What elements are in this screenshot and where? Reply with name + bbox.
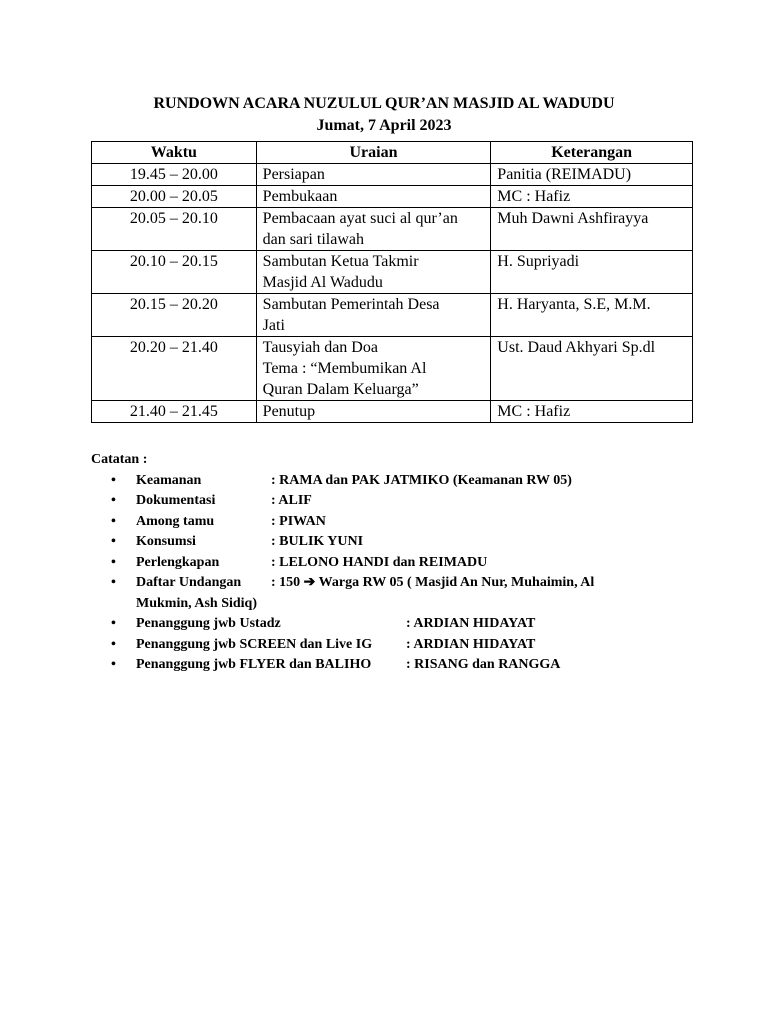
bullet-icon: • [111, 472, 116, 488]
bullet-icon: • [111, 493, 116, 508]
note-value: : ARDIAN HIDAYAT [406, 616, 536, 631]
note-label: Perlengkapan [136, 554, 220, 570]
desc-line: Quran Dalam Keluarga” [262, 381, 419, 398]
list-item [91, 553, 711, 574]
note-cell: H. Haryanta, S.E, M.M. [491, 294, 693, 337]
time-cell: 20.15 – 20.20 [92, 294, 257, 337]
desc-line: Tema : “Membumikan Al [262, 360, 427, 377]
notes-list [91, 471, 711, 676]
table-row [92, 164, 693, 186]
table-row [92, 186, 693, 208]
note-label: Penanggung jwb FLYER dan BALIHO [136, 657, 372, 672]
table-row [92, 251, 693, 294]
bullet-icon: • [111, 534, 116, 549]
note-value: : RAMA dan PAK JATMIKO (Keamanan RW 05) [271, 472, 572, 488]
desc-line: Pembukaan [262, 188, 338, 205]
list-item [91, 512, 711, 533]
table-row [92, 208, 693, 251]
desc-line: Sambutan Pemerintah Desa [262, 296, 440, 313]
note-cell: Ust. Daud Akhyari Sp.dl [491, 337, 693, 401]
list-item [91, 532, 711, 553]
desc-cell [256, 186, 491, 208]
note-label: Penanggung jwb Ustadz [136, 616, 281, 631]
time-cell: 21.40 – 21.45 [92, 401, 257, 423]
time-cell: 20.00 – 20.05 [92, 186, 257, 208]
note-cell: MC : Hafiz [491, 186, 693, 208]
desc-cell [256, 164, 491, 186]
bullet-icon: • [111, 657, 116, 672]
note-value: : LELONO HANDI dan REIMADU [271, 554, 488, 570]
list-item [91, 471, 711, 492]
note-label: Among tamu [136, 513, 215, 529]
note-value: : ALIF [271, 493, 312, 508]
desc-cell [256, 251, 491, 294]
note-label: Daftar Undangan [136, 575, 242, 590]
notes-heading: Catatan : [91, 452, 148, 467]
note-label: Konsumsi [136, 534, 196, 549]
bullet-icon: • [111, 616, 116, 631]
list-item [91, 635, 711, 656]
time-cell: 20.10 – 20.15 [92, 251, 257, 294]
time-cell: 19.45 – 20.00 [92, 164, 257, 186]
note-value: : ARDIAN HIDAYAT [406, 636, 536, 652]
list-item [91, 491, 711, 512]
bullet-icon: • [111, 554, 116, 570]
note-value: : PIWAN [271, 513, 326, 529]
note-value: : 150 ➔ Warga RW 05 ( Masjid An Nur, Muhaimin, Al [271, 575, 595, 590]
table-row [92, 337, 693, 401]
table-row [92, 401, 693, 423]
desc-cell [256, 337, 491, 401]
note-label: Dokumentasi [136, 493, 216, 508]
table-row [92, 294, 693, 337]
header-keterangan: Keterangan [491, 142, 693, 164]
desc-line: Sambutan Ketua Takmir [262, 253, 419, 270]
notes-section [91, 450, 711, 676]
rundown-table [91, 141, 693, 423]
note-label: Keamanan [136, 472, 202, 488]
desc-line: Jati [262, 317, 285, 334]
desc-cell [256, 294, 491, 337]
note-cell: H. Supriyadi [491, 251, 693, 294]
desc-line: Penutup [262, 403, 316, 420]
note-cell: Panitia (REIMADU) [491, 164, 693, 186]
table-header-row [92, 142, 693, 164]
desc-line: Pembacaan ayat suci al qur’an [262, 210, 458, 227]
desc-line: Tausyiah dan Doa [262, 339, 378, 356]
note-label: Penanggung jwb SCREEN dan Live IG [136, 636, 373, 652]
header-waktu: Waktu [92, 142, 257, 164]
time-cell: 20.20 – 21.40 [92, 337, 257, 401]
time-cell: 20.05 – 20.10 [92, 208, 257, 251]
note-cell: MC : Hafiz [491, 401, 693, 423]
title-heading: RUNDOWN ACARA NUZULUL QUR’AN MASJID AL WADUDU [153, 95, 615, 112]
list-item [91, 614, 711, 635]
note-value: : RISANG dan RANGGA [406, 657, 561, 672]
title-date: Jumat, 7 April 2023 [316, 117, 452, 134]
header-uraian: Uraian [256, 142, 491, 164]
list-item [91, 573, 711, 614]
bullet-icon: • [111, 513, 116, 529]
note-cell: Muh Dawni Ashfirayya [491, 208, 693, 251]
desc-cell [256, 401, 491, 423]
list-item [91, 655, 711, 676]
document-title [0, 93, 768, 137]
note-value-continued: Mukmin, Ash Sidiq) [136, 595, 257, 611]
desc-line: Persiapan [262, 166, 325, 183]
desc-line: Masjid Al Wadudu [262, 274, 383, 291]
desc-cell [256, 208, 491, 251]
desc-line: dan sari tilawah [262, 231, 364, 248]
note-value: : BULIK YUNI [271, 534, 364, 549]
bullet-icon: • [111, 636, 116, 652]
bullet-icon: • [111, 575, 116, 590]
